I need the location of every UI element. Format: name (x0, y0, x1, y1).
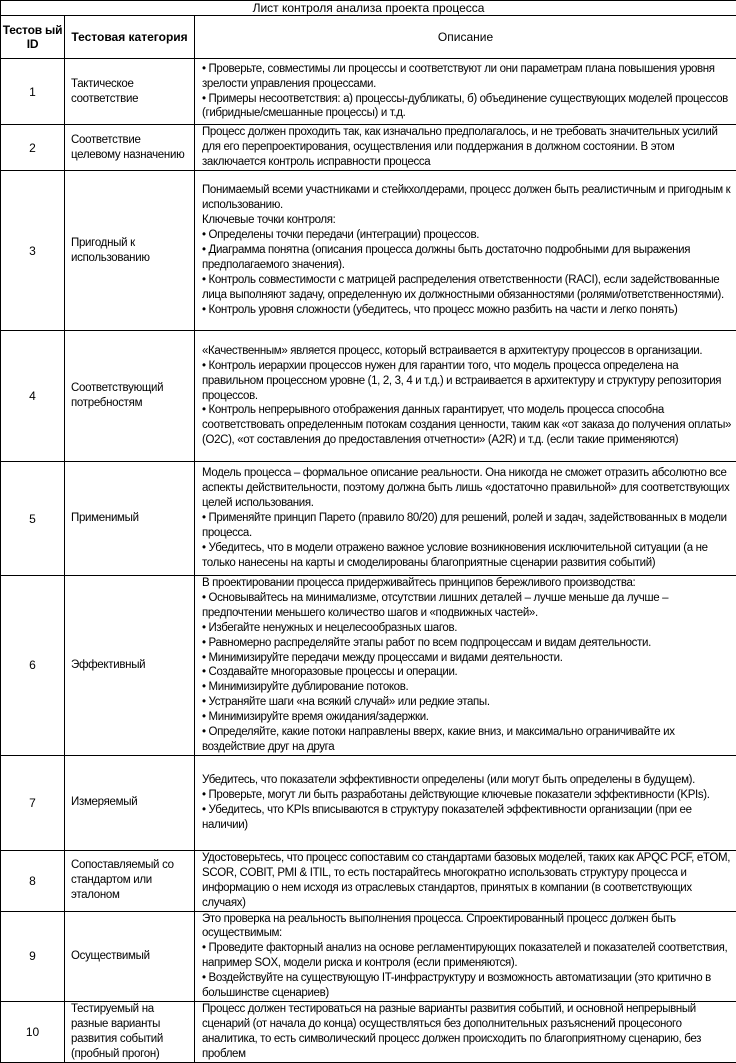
description-line: • Контроль уровня сложности (убедитесь, что процесс можно разбить на части и легко понять) (202, 303, 734, 318)
title-row (1, 1, 736, 16)
test-id-cell: 3 (1, 171, 65, 331)
test-category-cell: Эффективный (65, 576, 195, 756)
table-row (1, 755, 736, 850)
description-cell (195, 576, 736, 756)
description-cell (195, 755, 736, 850)
table-row (1, 462, 736, 576)
description-cell (195, 59, 736, 125)
table-row (1, 911, 736, 1001)
table-body (1, 59, 736, 1063)
test-id-cell: 2 (1, 125, 65, 171)
test-category-cell: Соответствующий потребностям (65, 331, 195, 462)
test-id-cell: 9 (1, 911, 65, 1001)
description-cell (195, 125, 736, 171)
description-line: • Контроль совместимости с матрицей распределения ответственности (RACI), если задействованные лица выполняют задачу, определенную их должностными обязанностями (ролями/ответственностями). (202, 273, 734, 303)
description-line: Удостоверьтесь, что процесс сопоставим со стандартами базовых моделей, таких как APQC PCF, eTOM, SCOR, COBIT, PMI & ITIL, то есть постарайтесь многократно использовать структуру процесса и информацию о нем исходя из отраслевых стандартов, принятых в компании (в соответствующих случаях) (202, 851, 734, 911)
test-id-cell: 6 (1, 576, 65, 756)
description-line: • Определены точки передачи (интеграции) процессов. (202, 228, 734, 243)
description-line: Это проверка на реальность выполнения процесса. Спроектированный процесс должен быть осуществимым: (202, 912, 734, 942)
table-row (1, 59, 736, 125)
description-line: • Избегайте ненужных и нецелесообразных шагов. (202, 621, 734, 636)
description-line: • Контроль иерархии процессов нужен для гарантии того, что модель процесса определена на правильном процессном уровне (1, 2, 3, 4 и т.д.) и встраивается в архитектуру и структуру репозитория процессов. (202, 359, 734, 404)
test-id-cell: 5 (1, 462, 65, 576)
description-line: • Минимизируйте передачи между процессами и видами деятельности. (202, 651, 734, 666)
description-line: • Проверьте, совместимы ли процессы и соответствуют ли они параметрам плана повышения уровня зрелости управления процессами. (202, 62, 734, 92)
header-test-id: Тестов ый ID (1, 16, 65, 59)
test-category-cell: Соответствие целевому назначению (65, 125, 195, 171)
description-line: «Качественным» является процесс, который встраивается в архитектуру процессов в организации. (202, 344, 734, 359)
description-cell (195, 171, 736, 331)
table-row (1, 331, 736, 462)
description-line: • Устраняйте шаги «на всякий случай» или редкие этапы. (202, 695, 734, 710)
test-id-cell: 10 (1, 1001, 65, 1062)
test-category-cell: Измеряемый (65, 755, 195, 850)
description-line: Ключевые точки контроля: (202, 213, 734, 228)
header-row (1, 16, 736, 59)
test-id-cell: 1 (1, 59, 65, 125)
description-line: • Примеры несоответствия: а) процессы-дубликаты, б) объединение существующих моделей процессов (гибридные/смешанные процессы) и т.д. (202, 92, 734, 122)
description-line: • Диаграмма понятна (описания процесса должны быть достаточно подробными для выражения предполагаемого значения). (202, 243, 734, 273)
test-category-cell: Тактическое соответствие (65, 59, 195, 125)
table-row (1, 1001, 736, 1062)
test-category-cell: Тестируемый на разные варианты развития событий (пробный прогон) (65, 1001, 195, 1062)
header-description: Описание (195, 16, 736, 59)
description-line: • Проверьте, могут ли быть разработаны действующие ключевые показатели эффективности (KPIs). (202, 788, 734, 803)
test-category-cell: Применимый (65, 462, 195, 576)
test-category-cell: Осуществимый (65, 911, 195, 1001)
test-category-cell: Пригодный к использованию (65, 171, 195, 331)
test-id-cell: 7 (1, 755, 65, 850)
test-id-cell: 8 (1, 850, 65, 911)
description-line: • Убедитесь, что KPIs вписываются в структуру показателей эффективности организации (при ее наличии) (202, 803, 734, 833)
table-row (1, 125, 736, 171)
table-row (1, 576, 736, 756)
description-line: • Воздействуйте на существующую IT-инфраструктуру и возможность автоматизации (это критично в большинстве сценариев) (202, 971, 734, 1001)
description-line: • Минимизируйте время ожидания/задержки. (202, 710, 734, 725)
description-line: • Равномерно распределяйте этапы работ по всем подпроцессам и видам деятельности. (202, 636, 734, 651)
description-line: Понимаемый всеми участниками и стейкхолдерами, процесс должен быть реалистичным и пригодным к использованию. (202, 183, 734, 213)
description-cell (195, 850, 736, 911)
test-id-cell: 4 (1, 331, 65, 462)
description-line: • Проведите факторный анализ на основе регламентирующих показателей и показателей соответствия, например SOX, модели риска и контроля (если применяются). (202, 941, 734, 971)
description-line: Убедитесь, что показатели эффективности определены (или могут быть определены в будущем). (202, 773, 734, 788)
description-cell (195, 331, 736, 462)
description-line: Модель процесса – формальное описание реальности. Она никогда не сможет отразить абсолютно все аспекты действительности, поэтому должна быть лишь «достаточно правильной» для соответствующих целей использования. (202, 466, 734, 511)
description-line: • Создавайте многоразовые процессы и операции. (202, 665, 734, 680)
test-category-cell: Сопоставляемый со стандартом или эталоном (65, 850, 195, 911)
description-line: • Убедитесь, что в модели отражено важное условие возникновения исключительной ситуации (а не только нанесены на карты и смоделированы благоприятные сценарии развития событий) (202, 541, 734, 571)
description-line: Процесс должен проходить так, как изначально предполагалось, и не требовать значительных усилий для его перепроектирования, осуществления или поддержания в должном состоянии. В этом заключается контроль исправности процесса (202, 125, 734, 170)
description-line: • Основывайтесь на минимализме, отсутствии лишних деталей – лучше меньше да лучше – предпочтении меньшего количество шагов и «подвижных частей». (202, 591, 734, 621)
description-line: • Минимизируйте дублирование потоков. (202, 680, 734, 695)
description-cell (195, 911, 736, 1001)
table-row (1, 171, 736, 331)
table-row (1, 850, 736, 911)
description-line: • Применяйте принцип Парето (правило 80/20) для решений, ролей и задач, задействованных в модели процесса. (202, 511, 734, 541)
description-line: В проектировании процесса придерживайтесь принципов бережливого производства: (202, 576, 734, 591)
table-title: Лист контроля анализа проекта процесса (1, 1, 736, 16)
header-test-category: Тестовая категория (65, 16, 195, 59)
description-line: • Определяйте, какие потоки направлены вверх, какие вниз, и максимально ограничивайте их воздействие друг на друга (202, 725, 734, 755)
description-cell (195, 462, 736, 576)
description-line: Процесс должен тестироваться на разные варианты развития событий, и основной непрерывный сценарий (от начала до конца) осуществляться без дополнительных разъяснений процесоного аналитика, то есть символический процесс должен происходить по благоприятному сценарию, без проблем (202, 1002, 734, 1062)
description-line: • Контроль непрерывного отображения данных гарантирует, что модель процесса способна соответствовать определенным потокам создания ценности, таким как «от заказа до получения оплаты» (O2C), «от составления до предоставления отчетности» (A2R) и т.д. (если такие применяются) (202, 403, 734, 448)
description-cell (195, 1001, 736, 1062)
